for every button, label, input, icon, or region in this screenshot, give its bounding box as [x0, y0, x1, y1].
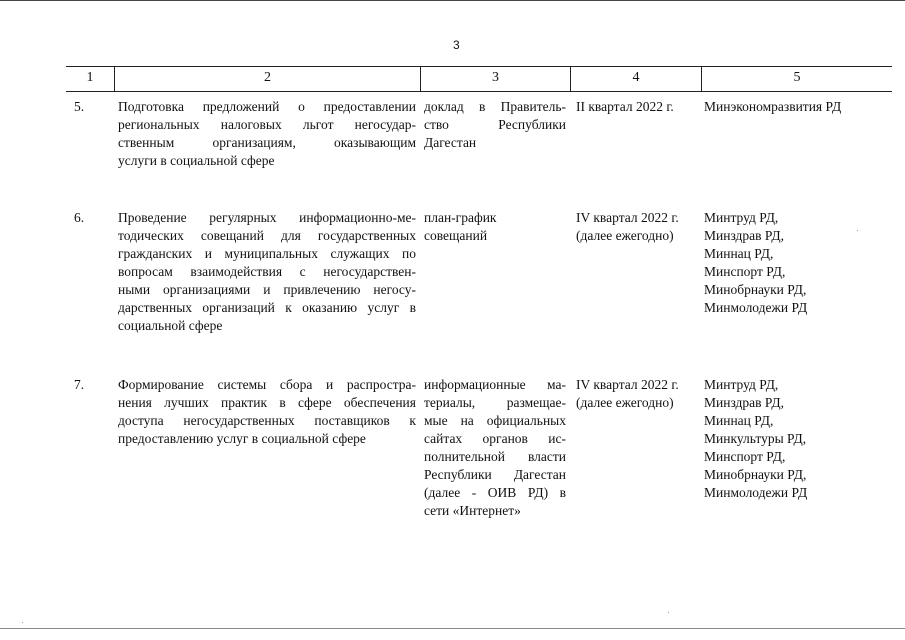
- result-text: [424, 209, 566, 245]
- executor-item: Миннац РД,: [704, 246, 774, 261]
- result-line: полнительной власти: [424, 449, 566, 464]
- executor-item: Минкультуры РД,: [704, 431, 807, 446]
- header-col-3: 3: [420, 67, 570, 91]
- scan-speck: [857, 230, 858, 231]
- measure-line: ными организациями и привлечению негосу-: [118, 282, 416, 297]
- executor-item: Минздрав РД,: [704, 395, 784, 410]
- measure-line: предоставлению услуг в социальной сфере: [118, 431, 366, 446]
- result-line: совещаний: [424, 228, 488, 243]
- header-col-4: 4: [570, 67, 701, 91]
- measure-text: [118, 376, 416, 448]
- header-col-2: 2: [114, 67, 420, 91]
- measure-text: [118, 209, 416, 335]
- measure-line: Подготовка предложений о предоставлении: [118, 99, 416, 114]
- measure-line: ственным организациям, оказывающим: [118, 135, 416, 150]
- scan-speck: [668, 612, 669, 613]
- result-line: доклад в Правитель-: [424, 99, 566, 114]
- result-line: Дагестан: [424, 135, 477, 150]
- result-line: ство Республики: [424, 117, 566, 132]
- scan-speck: [22, 622, 23, 623]
- result-line: сайтах органов ис-: [424, 431, 566, 446]
- row-number: 6.: [74, 210, 85, 225]
- measure-line: услуги в социальной сфере: [118, 153, 275, 168]
- executor-item: Минмолодежи РД: [704, 485, 808, 500]
- executor-item: Минтруд РД,: [704, 377, 779, 392]
- result-line: териалы, размещае-: [424, 395, 566, 410]
- scan-top-edge: [0, 0, 905, 1]
- measure-line: нения лучших практик в сфере обеспечения: [118, 395, 416, 410]
- deadline-text: [576, 209, 704, 245]
- page-number: 3: [453, 38, 460, 52]
- executors-list: [704, 376, 884, 502]
- scan-bottom-edge: [0, 628, 905, 629]
- executor-item: Минспорт РД,: [704, 449, 786, 464]
- executor-item: Минспорт РД,: [704, 264, 786, 279]
- result-line: мые на официальных: [424, 413, 566, 428]
- measure-text: [118, 98, 416, 170]
- executors-list: [704, 209, 884, 317]
- executor-item: Минмолодежи РД: [704, 300, 808, 315]
- header-col-5: 5: [701, 67, 892, 91]
- measure-line: доступа негосударственных поставщиков к: [118, 413, 416, 428]
- result-text: [424, 376, 566, 520]
- table-header-row: [66, 66, 892, 92]
- deadline-line: IV квартал 2022 г.: [576, 210, 679, 225]
- row-number: 7.: [74, 377, 85, 392]
- executor-item: Минобрнауки РД,: [704, 467, 807, 482]
- deadline-text: [576, 376, 704, 412]
- executor-item: Минэкономразвития РД: [704, 99, 842, 114]
- result-text: [424, 98, 566, 152]
- measure-line: Формирование системы сбора и распростра-: [118, 377, 416, 392]
- result-line: информационные ма-: [424, 377, 566, 392]
- deadline-line: II квартал 2022 г.: [576, 99, 674, 114]
- measure-line: дарственных организаций к оказанию услуг в: [118, 300, 416, 315]
- measure-line: региональных налоговых льгот негосудар-: [118, 117, 416, 132]
- measure-line: вопросам взаимодействия с негосударствен-: [118, 264, 416, 279]
- deadline-line: (далее ежегодно): [576, 395, 674, 410]
- result-line: план-график: [424, 210, 497, 225]
- row-number: 5.: [74, 99, 85, 114]
- deadline-line: (далее ежегодно): [576, 228, 674, 243]
- deadline-text: [576, 98, 704, 116]
- header-col-1: 1: [86, 70, 94, 85]
- deadline-line: IV квартал 2022 г.: [576, 377, 679, 392]
- executors-list: [704, 98, 884, 116]
- result-line: Республики Дагестан: [424, 467, 566, 482]
- executor-item: Минздрав РД,: [704, 228, 784, 243]
- measure-line: гражданских и муниципальных служащих по: [118, 246, 416, 261]
- executor-item: Миннац РД,: [704, 413, 774, 428]
- executor-item: Минтруд РД,: [704, 210, 779, 225]
- measure-line: тодических совещаний для государственных: [118, 228, 416, 243]
- result-line: сети «Интернет»: [424, 503, 521, 518]
- measure-line: социальной сфере: [118, 318, 223, 333]
- result-line: (далее - ОИВ РД) в: [424, 485, 566, 500]
- executor-item: Минобрнауки РД,: [704, 282, 807, 297]
- measure-line: Проведение регулярных информационно-ме-: [118, 210, 416, 225]
